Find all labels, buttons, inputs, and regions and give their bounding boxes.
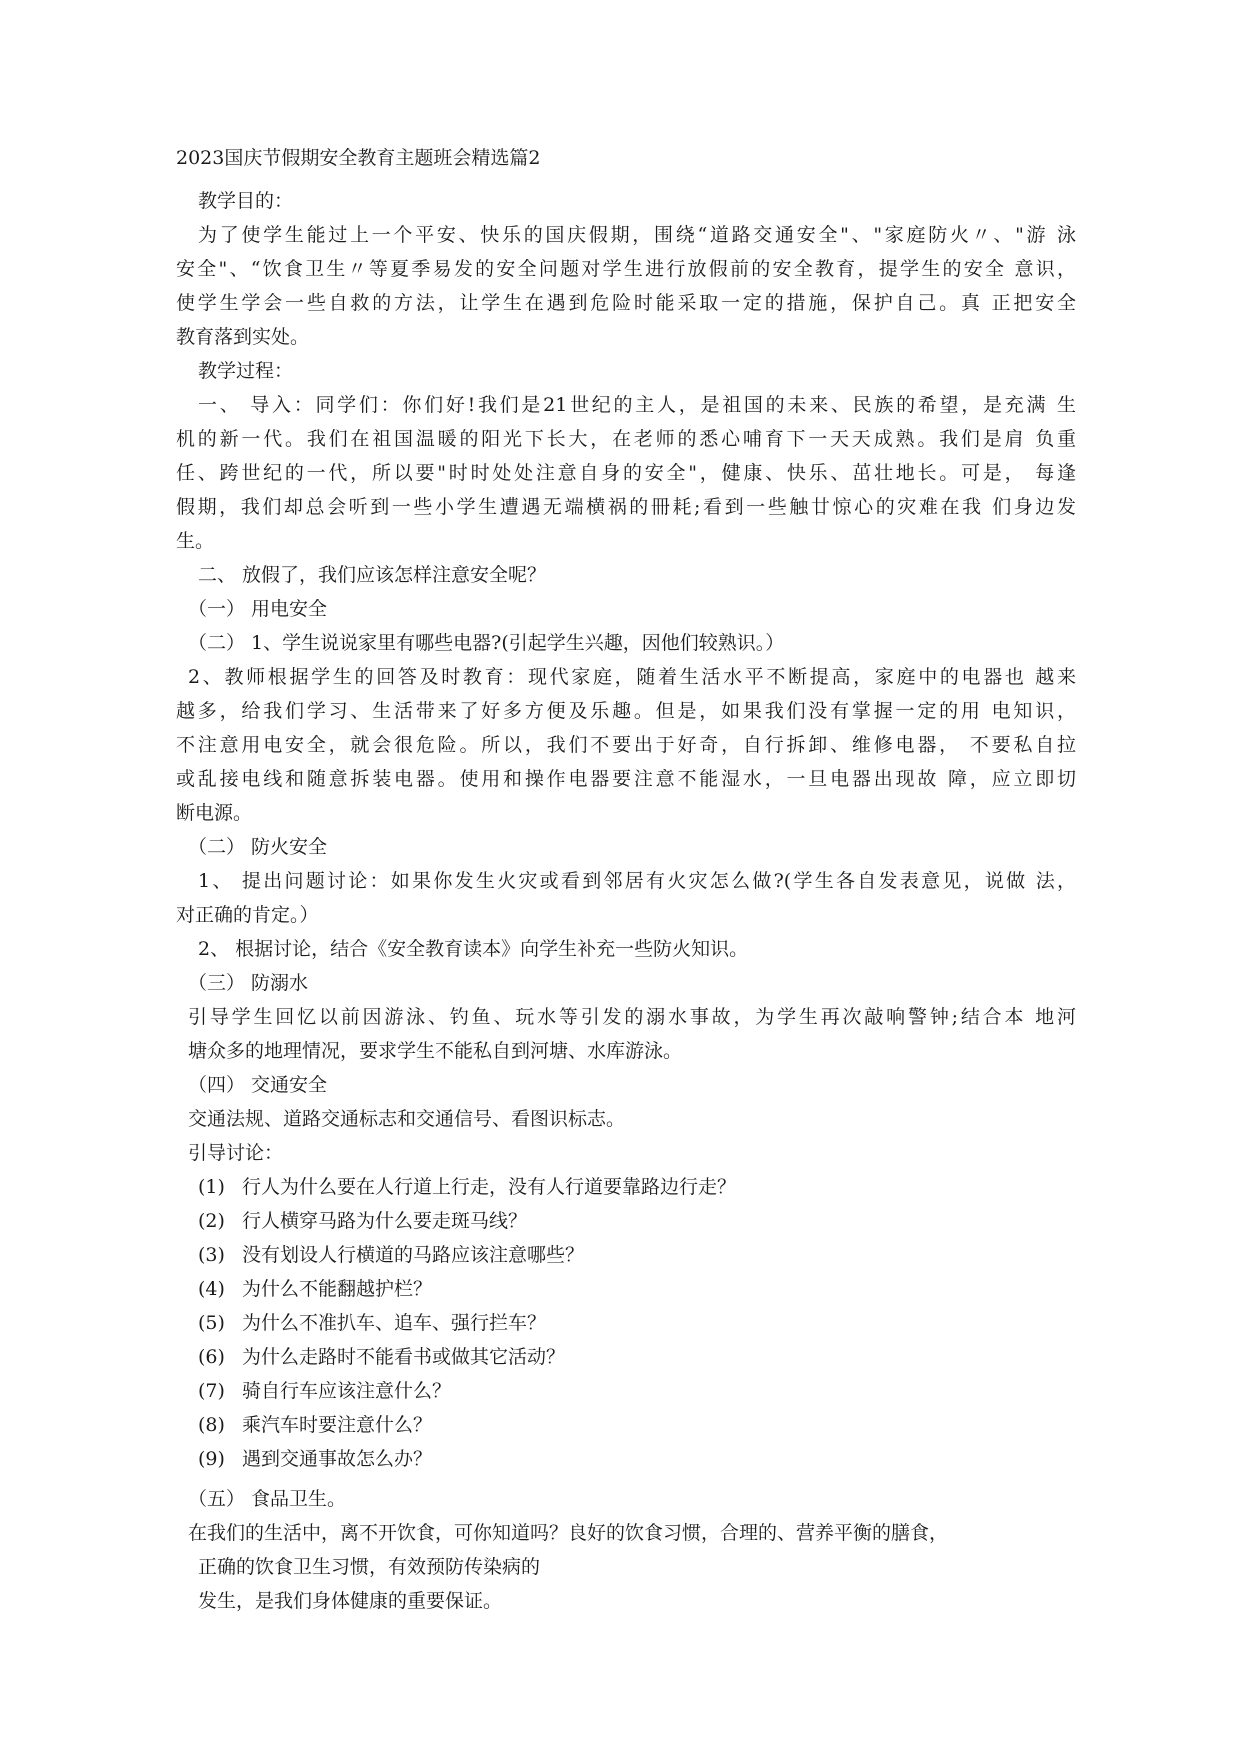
- lines-line: 2、 根据讨论，结合《安全教育读本》向学生补充一些防火知识。: [198, 938, 749, 960]
- lines-line: （二） 1、学生说说家里有哪些电器?(引起学生兴趣，因他们较熟识。）: [188, 632, 785, 654]
- lines-line: 假期，我们却总会听到一些小学生遭遇无端横祸的冊耗;看到一些触廿惊心的灾难在我 们身边发: [176, 496, 1076, 518]
- list-item: [176, 1204, 1076, 1238]
- lines-line: 引导讨论：: [188, 1142, 284, 1164]
- list-item-number: (5): [198, 1312, 225, 1334]
- lines-line: 越多，给我们学习、生活带来了好多方便及乐趣。但是，如果我们没有掌握一定的用 电知识，: [176, 700, 1076, 722]
- lines-line: 1、 提出问题讨论：如果你发生火灾或看到邻居有火灾怎么做?(学生各自发表意见，说做 法，: [198, 870, 1076, 892]
- list-item: [176, 1306, 1076, 1340]
- list-item: [176, 1442, 1076, 1476]
- lines-line: 不注意用电安全，就会很危险。所以，我们不要出于好奇，自行拆卸、维修电器， 不要私自拉: [176, 734, 1076, 756]
- list-item-number: (6): [198, 1346, 225, 1368]
- list-item-number: (3): [198, 1244, 225, 1266]
- tail-line: （五） 食品卫生。: [188, 1488, 347, 1510]
- list-item-text: 没有划设人行横道的马路应该注意哪些？: [242, 1244, 585, 1266]
- lines-line: 任、跨世纪的一代，所以要"时时处处注意自身的安全"，健康、快乐、茁壮地长。可是， 每逢: [176, 462, 1076, 484]
- list-item-number: (8): [198, 1414, 225, 1436]
- lines-line: 生。: [176, 530, 215, 552]
- list-item-text: 行人为什么要在人行道上行走，没有人行道要靠路边行走？: [242, 1176, 737, 1198]
- list-item-text: 乘汽车时要注意什么？: [242, 1414, 433, 1436]
- lines-line: 一、 导入：同学们：你们好!我们是21世纪的主人，是祖国的未来、民族的希望，是充满 生: [198, 394, 1076, 416]
- lines-line: 2、教师根据学生的回答及时教育：现代家庭，随着生活水平不断提高，家庭中的电器也 越来: [188, 666, 1076, 688]
- lines-line: （三） 防溺水: [188, 972, 309, 994]
- list-item-text: 为什么不准扒车、追车、强行拦车？: [242, 1312, 547, 1334]
- lines-line: 使学生学会一些自救的方法，让学生在遇到危险时能采取一定的措施，保护自己。真 正把安全: [176, 292, 1076, 314]
- list-item-number: (4): [198, 1278, 225, 1300]
- lines-line: 二、 放假了，我们应该怎样注意安全呢？: [198, 564, 547, 586]
- lines-line: 教育落到实处。: [176, 326, 310, 348]
- list-item: [176, 1170, 1076, 1204]
- document-title: 2023国庆节假期安全教育主题班会精选篇2: [176, 147, 541, 169]
- lines-line: （四） 交通安全: [188, 1074, 328, 1096]
- list-item-text: 为什么不能翻越护栏？: [242, 1278, 433, 1300]
- list-item-text: 遇到交通事故怎么办？: [242, 1448, 433, 1470]
- list-item: [176, 1272, 1076, 1306]
- lines-line: 教学目的：: [198, 190, 294, 212]
- list-item-number: (7): [198, 1380, 225, 1402]
- list-item: [176, 1238, 1076, 1272]
- lines-line: 引导学生回忆以前因游泳、钓鱼、玩水等引发的溺水事故，为学生再次敲响警钟;结合本 地河: [188, 1006, 1076, 1028]
- list-item-number: (2): [198, 1210, 225, 1232]
- lines-line: 对正确的肯定。）: [176, 904, 319, 926]
- list-item-number: (9): [198, 1448, 225, 1470]
- lines-line: 交通法规、道路交通标志和交通信号、看图识标志。: [188, 1108, 626, 1130]
- lines-line: 安全"、“饮食卫生〃等夏季易发的安全问题对学生进行放假前的安全教育，提学生的安全 意识，: [176, 258, 1076, 280]
- tail-line: 在我们的生活中，离不开饮食，可你知道吗？良好的饮食习惯，合理的、营养平衡的膳食，: [188, 1522, 949, 1544]
- lines-line: （一） 用电安全: [188, 598, 328, 620]
- lines-line: （二） 防火安全: [188, 836, 328, 858]
- list-item-text: 行人横穿马路为什么要走斑马线？: [242, 1210, 528, 1232]
- lines-line: 为了使学生能过上一个平安、快乐的国庆假期，围绕“道路交通安全"、"家庭防火〃、"游 泳: [198, 224, 1076, 246]
- list-item: [176, 1374, 1076, 1408]
- tail-line: 发生，是我们身体健康的重要保证。: [198, 1590, 503, 1612]
- document-body: [176, 184, 1076, 1618]
- lines-line: 机的新一代。我们在祖国温暖的阳光下长大，在老师的悉心哺育下一天天成熟。我们是肩 负重: [176, 428, 1076, 450]
- lines-line: 塘众多的地理情况，要求学生不能私自到河塘、水库游泳。: [188, 1040, 683, 1062]
- list-item: [176, 1340, 1076, 1374]
- list-item-text: 为什么走路时不能看书或做其它活动？: [242, 1346, 566, 1368]
- list-item-number: (1): [198, 1176, 225, 1198]
- lines-line: 断电源。: [176, 802, 253, 824]
- list-item-text: 骑自行车应该注意什么？: [242, 1380, 452, 1402]
- list-item: [176, 1408, 1076, 1442]
- lines-line: 教学过程：: [198, 360, 294, 382]
- tail-line: 正确的饮食卫生习惯，有效预防传染病的: [198, 1556, 541, 1578]
- lines-line: 或乱接电线和随意拆装电器。使用和操作电器要注意不能湿水，一旦电器出现故 障，应立即切: [176, 768, 1076, 790]
